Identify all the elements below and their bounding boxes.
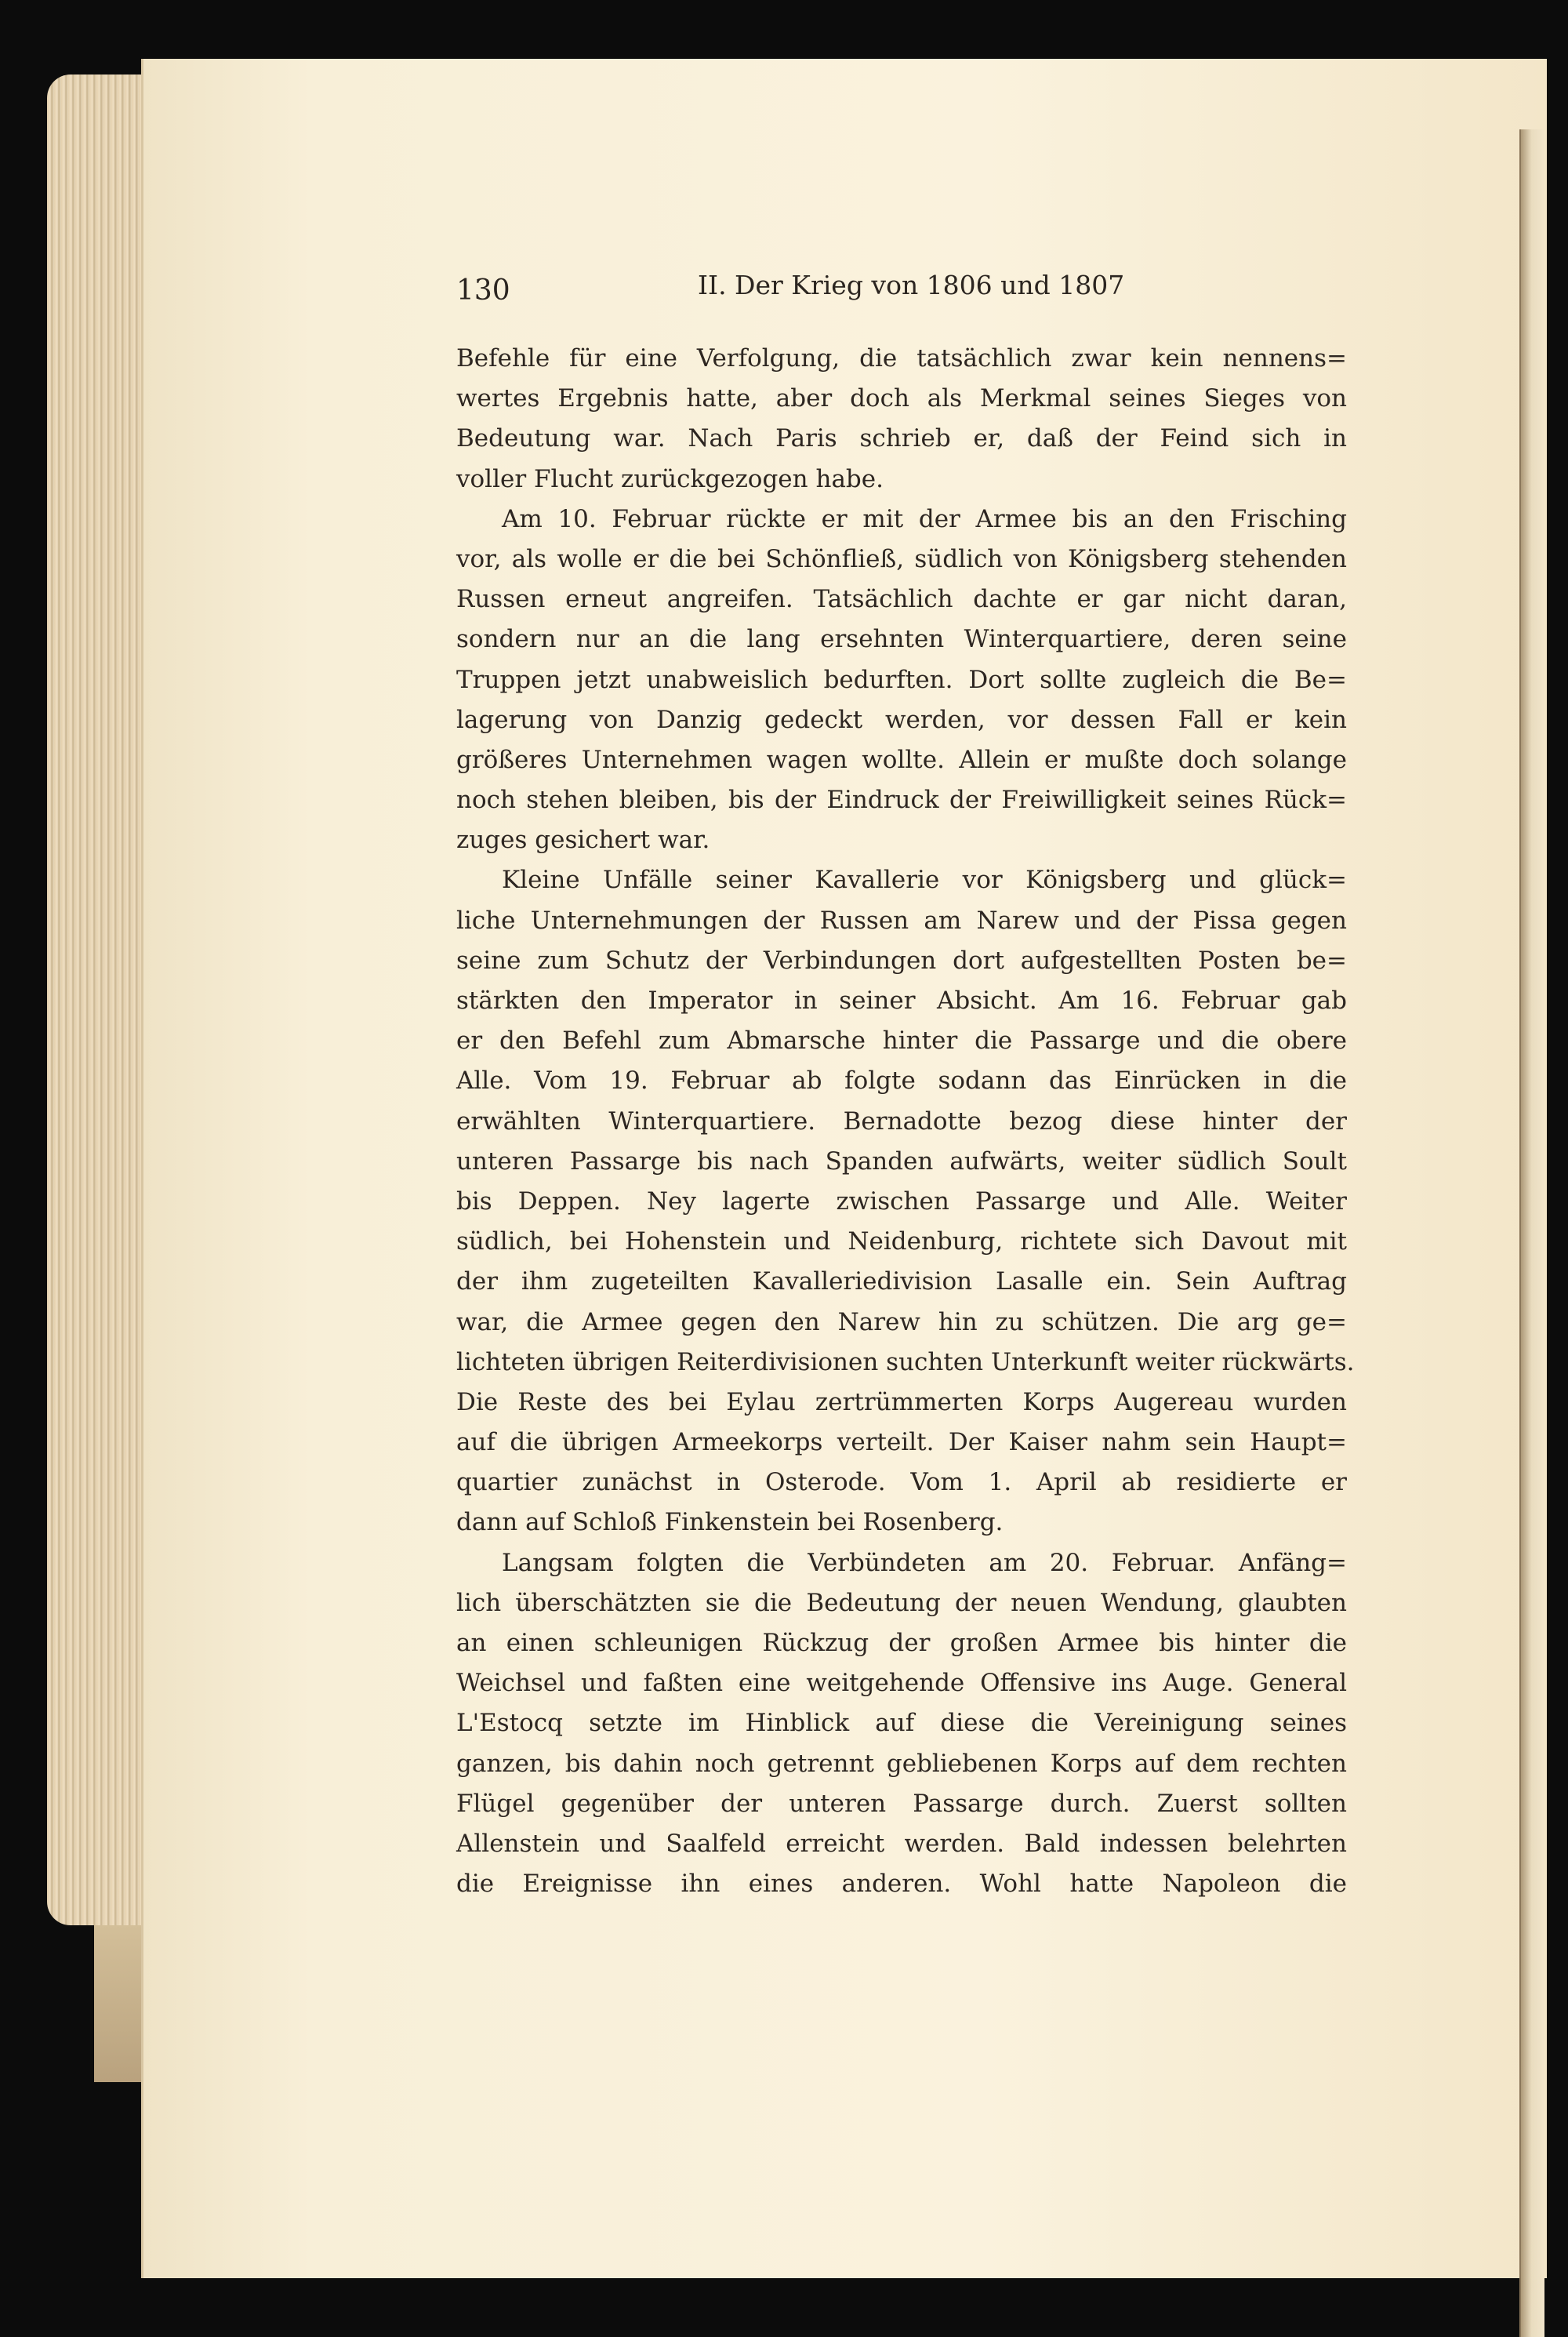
body-text bbox=[456, 339, 1355, 1904]
text-line: war, die Armee gegen den Narew hin zu schützen. Die arg ge= bbox=[456, 1307, 1347, 1336]
text-line: erwählten Winterquartiere. Bernadotte bezog diese hinter der bbox=[456, 1107, 1347, 1136]
running-head: II. Der Krieg von 1806 und 1807 bbox=[698, 270, 1125, 300]
text-line: lichteten übrigen Reiterdivisionen suchten Unterkunft weiter rückwärts. bbox=[456, 1347, 1355, 1376]
text-line: südlich, bei Hohenstein und Neidenburg, richtete sich Davout mit bbox=[456, 1227, 1347, 1256]
text-line: Befehle für eine Verfolgung, die tatsächlich zwar kein nennens= bbox=[456, 344, 1347, 373]
text-line: Allenstein und Saalfeld erreicht werden. Bald indessen belehrten bbox=[456, 1829, 1347, 1858]
text-line: bis Deppen. Ney lagerte zwischen Passarge und Alle. Weiter bbox=[456, 1187, 1347, 1216]
text-line: L'Estocq setzte im Hinblick auf diese die Vereinigung seines bbox=[456, 1709, 1347, 1738]
text-line: zuges gesichert war. bbox=[456, 826, 710, 855]
text-line: Truppen jetzt unabweislich bedurften. Dort sollte zugleich die Be= bbox=[456, 665, 1347, 694]
text-line: er den Befehl zum Abmarsche hinter die Passarge und die obere bbox=[456, 1027, 1347, 1056]
page-header bbox=[456, 270, 1358, 322]
text-line: lagerung von Danzig gedeckt werden, vor dessen Fall er kein bbox=[456, 705, 1347, 734]
text-line: quartier zunächst in Osterode. Vom 1. April ab residierte er bbox=[456, 1468, 1347, 1497]
text-line: vor, als wolle er die bei Schönfließ, südlich von Königsberg stehenden bbox=[456, 544, 1347, 573]
text-line: Die Reste des bei Eylau zertrümmerten Korps Augereau wurden bbox=[456, 1387, 1347, 1416]
text-line: wertes Ergebnis hatte, aber doch als Merkmal seines Sieges von bbox=[456, 384, 1347, 413]
text-line: Russen erneut angreifen. Tatsächlich dachte er gar nicht daran, bbox=[456, 585, 1347, 614]
text-line: voller Flucht zurückgezogen habe. bbox=[456, 464, 884, 493]
text-line: unteren Passarge bis nach Spanden aufwärts, weiter südlich Soult bbox=[456, 1147, 1347, 1176]
text-line: stärkten den Imperator in seiner Absicht. Am 16. Februar gab bbox=[456, 987, 1347, 1015]
text-line: an einen schleunigen Rückzug der großen Armee bis hinter die bbox=[456, 1629, 1347, 1657]
text-line: dann auf Schloß Finkenstein bei Rosenberg. bbox=[456, 1508, 1004, 1537]
text-line: Langsam folgten die Verbündeten am 20. Februar. Anfäng= bbox=[502, 1548, 1347, 1577]
text-line: seine zum Schutz der Verbindungen dort aufgestellten Posten be= bbox=[456, 946, 1347, 975]
text-line: Kleine Unfälle seiner Kavallerie vor Königsberg und glück= bbox=[502, 866, 1347, 895]
text-line: Am 10. Februar rückte er mit der Armee bis an den Frisching bbox=[502, 504, 1347, 533]
text-line: Bedeutung war. Nach Paris schrieb er, daß der Feind sich in bbox=[456, 424, 1347, 453]
page-number: 130 bbox=[456, 274, 510, 307]
next-page-edge bbox=[1519, 129, 1544, 2337]
text-line: lich überschätzten sie die Bedeutung der neuen Wendung, glaubten bbox=[456, 1588, 1347, 1617]
text-line: größeres Unternehmen wagen wollte. Allein er mußte doch solange bbox=[456, 745, 1347, 774]
text-line: ganzen, bis dahin noch getrennt gebliebenen Korps auf dem rechten bbox=[456, 1749, 1347, 1778]
text-line: die Ereignisse ihn eines anderen. Wohl hatte Napoleon die bbox=[456, 1870, 1347, 1899]
text-line: auf die übrigen Armeekorps verteilt. Der Kaiser nahm sein Haupt= bbox=[456, 1428, 1347, 1457]
text-line: noch stehen bleiben, bis der Eindruck der Freiwilligkeit seines Rück= bbox=[456, 786, 1347, 815]
text-line: liche Unternehmungen der Russen am Narew und der Pissa gegen bbox=[456, 906, 1347, 935]
text-line: Flügel gegenüber der unteren Passarge durch. Zuerst sollten bbox=[456, 1789, 1347, 1818]
text-line: der ihm zugeteilten Kavalleriedivision Lasalle ein. Sein Auftrag bbox=[456, 1267, 1347, 1296]
text-line: Weichsel und faßten eine weitgehende Offensive ins Auge. General bbox=[456, 1669, 1347, 1698]
text-line: Alle. Vom 19. Februar ab folgte sodann das Einrücken in die bbox=[456, 1067, 1347, 1096]
text-line: sondern nur an die lang ersehnten Winterquartiere, deren seine bbox=[456, 625, 1347, 654]
